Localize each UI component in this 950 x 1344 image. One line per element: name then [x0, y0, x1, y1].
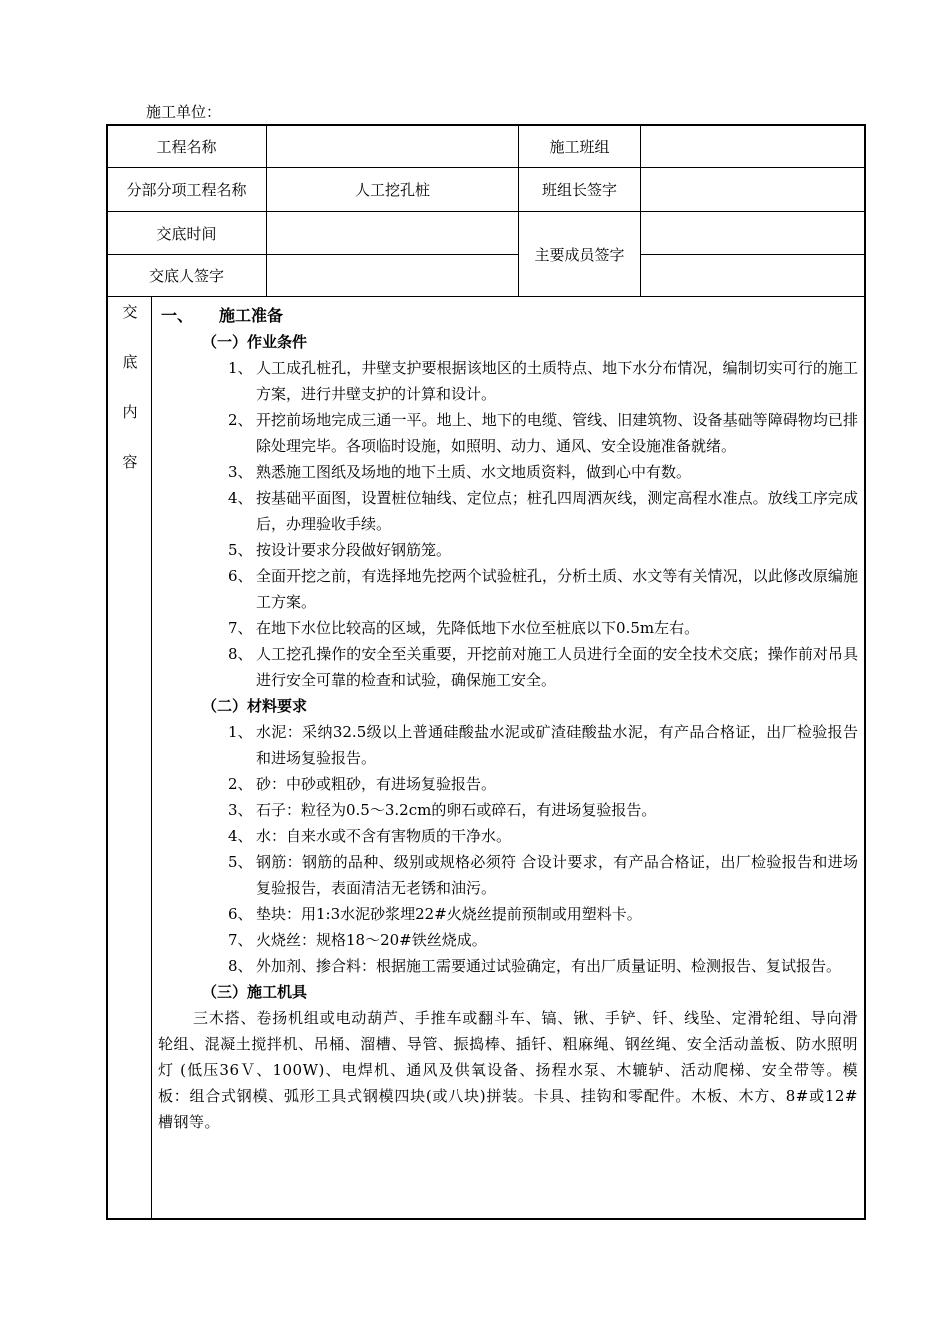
subproject-label: 分部分项工程名称	[126, 181, 247, 199]
item-text: 水泥：采纳32.5级以上普通硅酸盐水泥或矿渣硅酸盐水泥，有产品合格证，出厂检验报告和进场复验报告。	[256, 723, 858, 767]
item-number: 1、	[228, 359, 253, 377]
section-heading	[158, 303, 858, 329]
project-name-field[interactable]	[267, 125, 518, 167]
leader-sign-field[interactable]	[641, 168, 865, 211]
tools-paragraph: 三木搭、卷扬机组或电动葫芦、手推车或翻斗车、镐、锹、手铲、钎、线坠、定滑轮组、导向滑轮组、混凝土搅拌机、吊桶、溜槽、导管、振捣棒、插钎、粗麻绳、钢丝绳、安全活动盖板、防水照明灯 (低压36Ｖ、100W)、电焊机、通风及供氧设备、扬程水泵、木辘轳、活动爬梯、安全带等。模板：组合式钢模、弧形工具式钢模四块(或八块)拼装。卡具、挂钩和零配件。木板、木方、8#或12#槽钢等。	[158, 1009, 858, 1131]
side-label-char: 交	[122, 303, 138, 321]
item-text: 熟悉施工图纸及场地的地下土质、水文地质资料，做到心中有数。	[256, 463, 692, 481]
item-number: 4、	[228, 489, 253, 507]
disclosure-time-field[interactable]	[267, 212, 518, 254]
row-divider	[107, 296, 865, 297]
item-text: 外加剂、掺合料：根据施工需要通过试验确定，有出厂质量证明、检测报告、复试报告。	[256, 957, 842, 975]
team-label: 施工班组	[549, 137, 610, 156]
list-item	[158, 355, 858, 407]
list-item	[158, 485, 858, 537]
item-text: 人工挖孔操作的安全至关重要，开挖前对施工人员进行全面的安全技术交底；操作前对吊具进行安全可靠的检查和试验，确保施工安全。	[256, 645, 858, 689]
item-number: 2、	[228, 411, 253, 429]
list-item	[158, 927, 858, 953]
members-sign-field-2[interactable]	[641, 255, 865, 296]
item-text: 砂：中砂或粗砂，有进场复验报告。	[256, 775, 497, 793]
section-number: 一、	[161, 306, 194, 325]
item-number: 8、	[228, 957, 253, 975]
list-item	[158, 953, 858, 979]
subsection-title: （二）材料要求	[202, 697, 308, 715]
item-number: 3、	[228, 463, 253, 481]
side-label-char: 内	[122, 403, 138, 421]
section-title: 施工准备	[219, 306, 284, 325]
list-item	[158, 407, 858, 459]
list-item	[158, 641, 858, 693]
project-name-label: 工程名称	[156, 137, 217, 156]
list-item	[158, 771, 858, 797]
item-number: 7、	[228, 619, 253, 637]
item-number: 8、	[228, 645, 253, 663]
list-item	[158, 901, 858, 927]
list-item	[158, 797, 858, 823]
list-item	[158, 615, 858, 641]
list-item	[158, 537, 858, 563]
item-number: 5、	[228, 541, 253, 559]
item-text: 人工成孔桩孔，井壁支护要根据该地区的土质特点、地下水分布情况，编制切实可行的施工方案，进行井壁支护的计算和设计。	[256, 359, 858, 403]
item-text: 垫块：用1:3水泥砂浆埋22#火烧丝提前预制或用塑料卡。	[256, 905, 642, 923]
item-number: 5、	[228, 853, 253, 871]
side-label-char: 底	[122, 353, 138, 371]
item-number: 6、	[228, 567, 253, 585]
item-number: 2、	[228, 775, 253, 793]
item-number: 7、	[228, 931, 253, 949]
item-number: 3、	[228, 801, 253, 819]
item-text: 石子：粒径为0.5～3.2cm的卵石或碎石，有进场复验报告。	[256, 801, 657, 819]
list-item	[158, 823, 858, 849]
item-number: 1、	[228, 723, 253, 741]
list-item	[158, 849, 858, 901]
members-sign-field-1[interactable]	[641, 212, 865, 254]
item-text: 按设计要求分段做好钢筋笼。	[256, 541, 452, 559]
leader-sign-label: 班组长签字	[541, 181, 617, 199]
members-sign-label: 主要成员签字	[534, 245, 625, 264]
item-number: 4、	[228, 827, 253, 845]
list-item	[158, 459, 858, 485]
side-label-char: 容	[122, 453, 138, 471]
item-number: 6、	[228, 905, 253, 923]
item-text: 水：自来水或不含有害物质的干净水。	[256, 827, 512, 845]
content-side-divider	[151, 296, 152, 1218]
item-text: 全面开挖之前，有选择地先挖两个试验桩孔，分析土质、水文等有关情况，以此修改原编施工方案。	[256, 567, 858, 611]
team-field[interactable]	[641, 125, 865, 167]
disclosure-time-label: 交底时间	[156, 224, 217, 243]
subsection-title: （一）作业条件	[202, 333, 308, 351]
list-item	[158, 719, 858, 771]
item-text: 按基础平面图，设置桩位轴线、定位点；桩孔四周洒灰线，测定高程水准点。放线工序完成后，办理验收手续。	[256, 489, 858, 533]
disclosure-content	[158, 303, 858, 1135]
list-item	[158, 563, 858, 615]
item-text: 开挖前场地完成三通一平。地上、地下的电缆、管线、旧建筑物、设备基础等障碍物均已排除处理完毕。各项临时设施，如照明、动力、通风、安全设施准备就绪。	[256, 411, 858, 455]
item-text: 钢筋：钢筋的品种、级别或规格必须符 合设计要求，有产品合格证，出厂检验报告和进场复验报告，表面清洁无老锈和油污。	[256, 853, 858, 897]
item-text: 在地下水位比较高的区域，先降低地下水位至桩底以下0.5m左右。	[256, 619, 700, 637]
subproject-value: 人工挖孔桩	[354, 181, 430, 199]
item-text: 火烧丝：规格18～20#铁丝烧成。	[256, 931, 487, 949]
presenter-sign-field[interactable]	[267, 255, 518, 296]
presenter-sign-label: 交底人签字	[148, 267, 224, 285]
construction-unit-label: 施工单位：	[146, 103, 222, 121]
subsection-title: （三）施工机具	[202, 983, 308, 1001]
